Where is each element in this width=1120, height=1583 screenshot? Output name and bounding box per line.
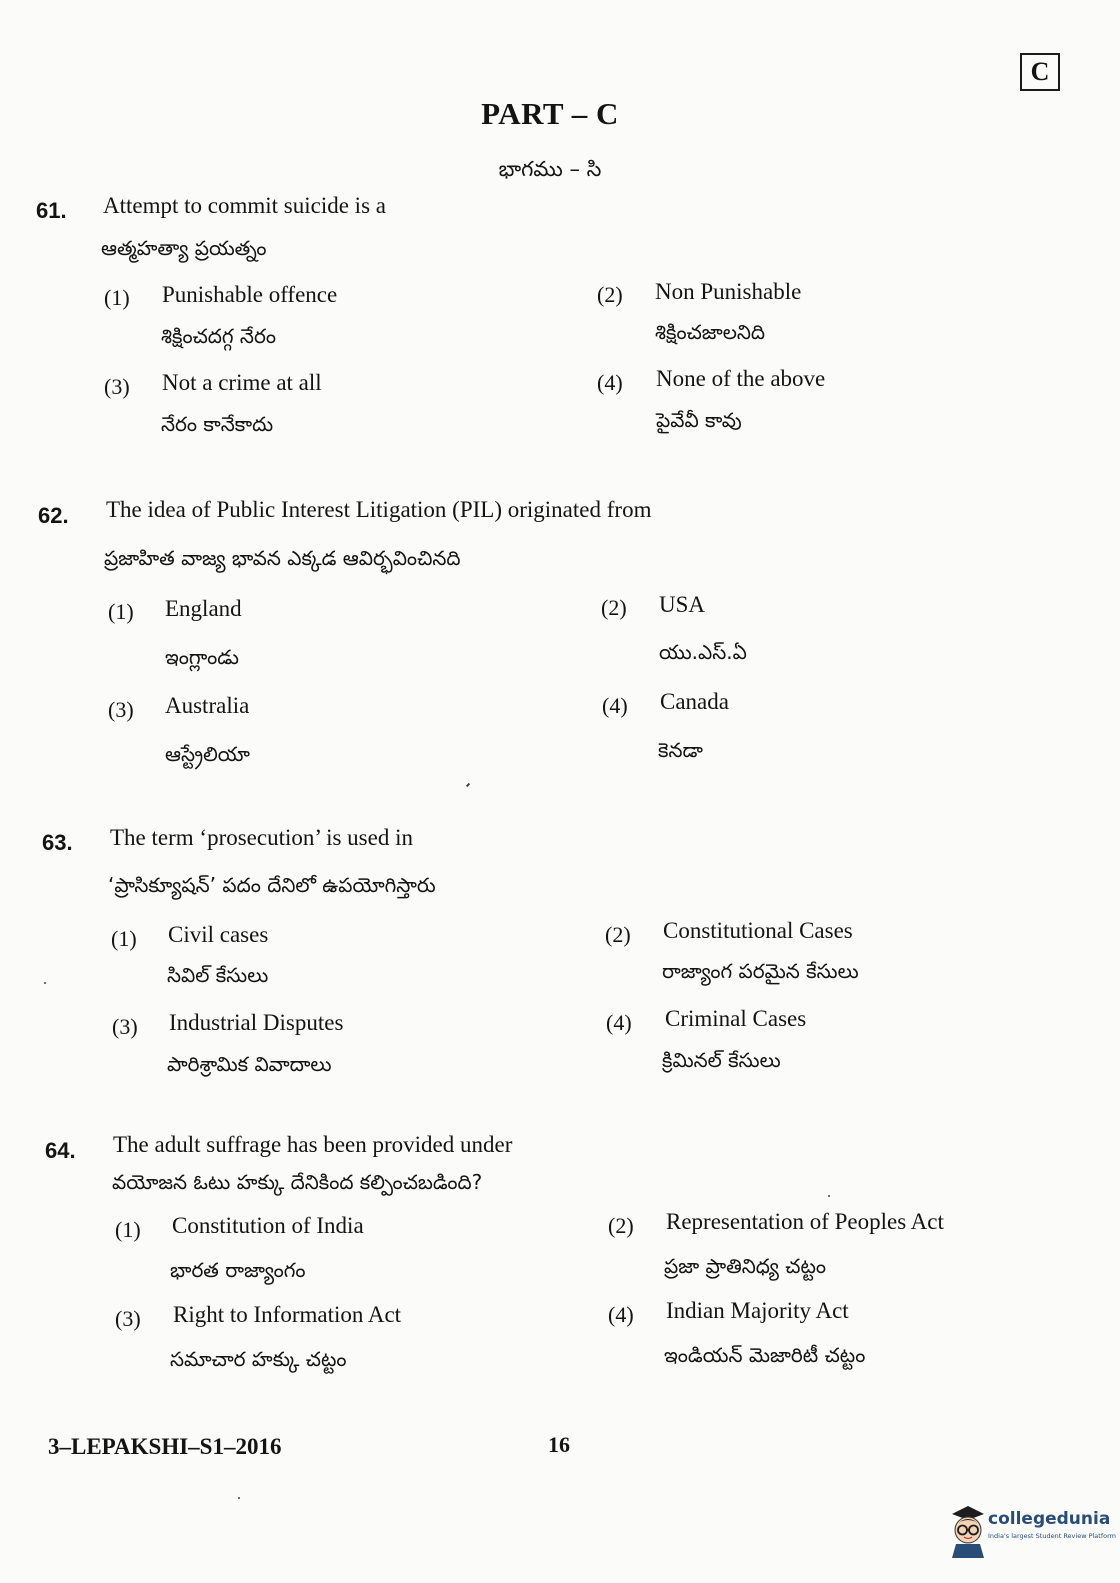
q61-option-4-number: (4) — [597, 370, 623, 395]
q62-option-1-number: (1) — [108, 599, 134, 624]
q62-option-3-text-telugu: ఆస్ట్రేలియా — [165, 742, 250, 766]
q64-option-3-text-telugu: సమాచార హక్కు చట్టం — [170, 1347, 347, 1371]
q62-option-2-text: USA — [659, 592, 706, 617]
q61-option-3-number: (3) — [104, 374, 130, 399]
q63-option-2-number: (2) — [605, 922, 631, 947]
q64-option-4-text-telugu: ఇండియన్ మెజారిటీ చట్టం — [664, 1343, 866, 1367]
q64-option-2-text-telugu: ప్రజా ప్రాతినిధ్య చట్టం — [664, 1254, 827, 1278]
q61-option-2-text-telugu: శిక్షించజాలనిది — [655, 320, 766, 344]
page-number: 16 — [548, 1432, 570, 1457]
question-64-text: The adult suffrage has been provided under — [113, 1132, 513, 1157]
q61-option-4-text-telugu: పైవేవీ కావు — [656, 408, 742, 432]
scan-speck — [44, 982, 46, 984]
question-62-number: 62. — [38, 503, 69, 528]
q64-option-2-number: (2) — [608, 1213, 634, 1238]
question-63-number: 63. — [42, 830, 73, 855]
q61-option-3-text-telugu: నేరం కానేకాదు — [161, 412, 274, 436]
q61-option-1-text: Punishable offence — [162, 282, 338, 307]
q64-option-1-number: (1) — [115, 1217, 141, 1242]
q64-option-2-text: Representation of Peoples Act — [666, 1209, 944, 1234]
q63-option-3-text-telugu: పారిశ్రామిక వివాదాలు — [167, 1052, 332, 1076]
q62-option-4-number: (4) — [602, 693, 628, 718]
q61-option-2-number: (2) — [597, 282, 623, 307]
question-62-text-telugu: ప్రజాహిత వాజ్య భావన ఎక్కడ ఆవిర్భవించినది — [104, 546, 461, 570]
paper-set-code-box: C — [1020, 53, 1060, 91]
q63-option-3-number: (3) — [112, 1014, 138, 1039]
q62-option-3-text: Australia — [165, 693, 250, 718]
q61-option-1-text-telugu: శిక్షించదగ్గ నేరం — [161, 324, 276, 348]
q63-option-1-text-telugu: సివిల్ కేసులు — [167, 963, 269, 987]
scan-mark — [466, 783, 470, 787]
question-64-text-telugu: వయోజన ఓటు హక్కు దేనికింద కల్పించబడింది? — [112, 1170, 483, 1194]
q62-option-3-number: (3) — [108, 697, 134, 722]
question-61-text-telugu: ఆత్మహత్యా ప్రయత్నం — [101, 236, 267, 260]
q64-option-1-text: Constitution of India — [172, 1213, 364, 1238]
question-64-number: 64. — [45, 1138, 76, 1163]
q61-option-1-number: (1) — [104, 285, 130, 310]
q63-option-4-text: Criminal Cases — [665, 1006, 807, 1031]
q64-option-3-text: Right to Information Act — [173, 1302, 402, 1327]
question-63-text: The term ‘prosecution’ is used in — [110, 825, 413, 850]
q63-option-2-text: Constitutional Cases — [663, 918, 853, 943]
q64-option-4-text: Indian Majority Act — [666, 1298, 849, 1323]
q61-option-2-text: Non Punishable — [655, 279, 802, 304]
q63-option-2-text-telugu: రాజ్యాంగ పరమైన కేసులు — [662, 959, 859, 983]
collegedunia-tagline: India's largest Student Review Platform — [988, 1532, 1116, 1540]
q64-option-3-number: (3) — [115, 1306, 141, 1331]
q63-option-1-number: (1) — [111, 926, 137, 951]
q62-option-2-number: (2) — [601, 595, 627, 620]
q62-option-1-text: England — [165, 596, 242, 621]
question-61-text: Attempt to commit suicide is a — [103, 193, 386, 218]
q63-option-3-text: Industrial Disputes — [169, 1010, 344, 1035]
question-62-text: The idea of Public Interest Litigation (PIL) originated from — [106, 497, 652, 522]
question-63-text-telugu: ‘ప్రాసిక్యూషన్’ పదం దేనిలో ఉపయోగిస్తారు — [108, 873, 436, 897]
q64-option-4-number: (4) — [608, 1302, 634, 1327]
q62-option-4-text: Canada — [660, 689, 729, 714]
collegedunia-brand: collegedunia — [988, 1509, 1111, 1529]
q62-option-4-text-telugu: కెనడా — [658, 738, 703, 762]
scan-speck — [238, 1497, 240, 1499]
q62-option-1-text-telugu: ఇంగ్లాండు — [165, 645, 239, 669]
q63-option-1-text: Civil cases — [168, 922, 269, 947]
paper-code: 3–LEPAKSHI–S1–2016 — [48, 1434, 282, 1459]
q61-option-3-text: Not a crime at all — [162, 370, 322, 395]
question-61-number: 61. — [36, 198, 67, 223]
scan-speck — [828, 1195, 830, 1197]
q62-option-2-text-telugu: యు.ఎస్.ఏ — [659, 640, 747, 664]
part-title-telugu: భాగము – సి — [498, 157, 602, 181]
q64-option-1-text-telugu: భారత రాజ్యాంగం — [170, 1258, 306, 1282]
q61-option-4-text: None of the above — [656, 366, 826, 391]
q63-option-4-text-telugu: క్రిమినల్ కేసులు — [662, 1048, 781, 1072]
part-title: PART – C — [481, 96, 619, 131]
student-mascot-icon — [946, 1500, 990, 1558]
q63-option-4-number: (4) — [606, 1010, 632, 1035]
